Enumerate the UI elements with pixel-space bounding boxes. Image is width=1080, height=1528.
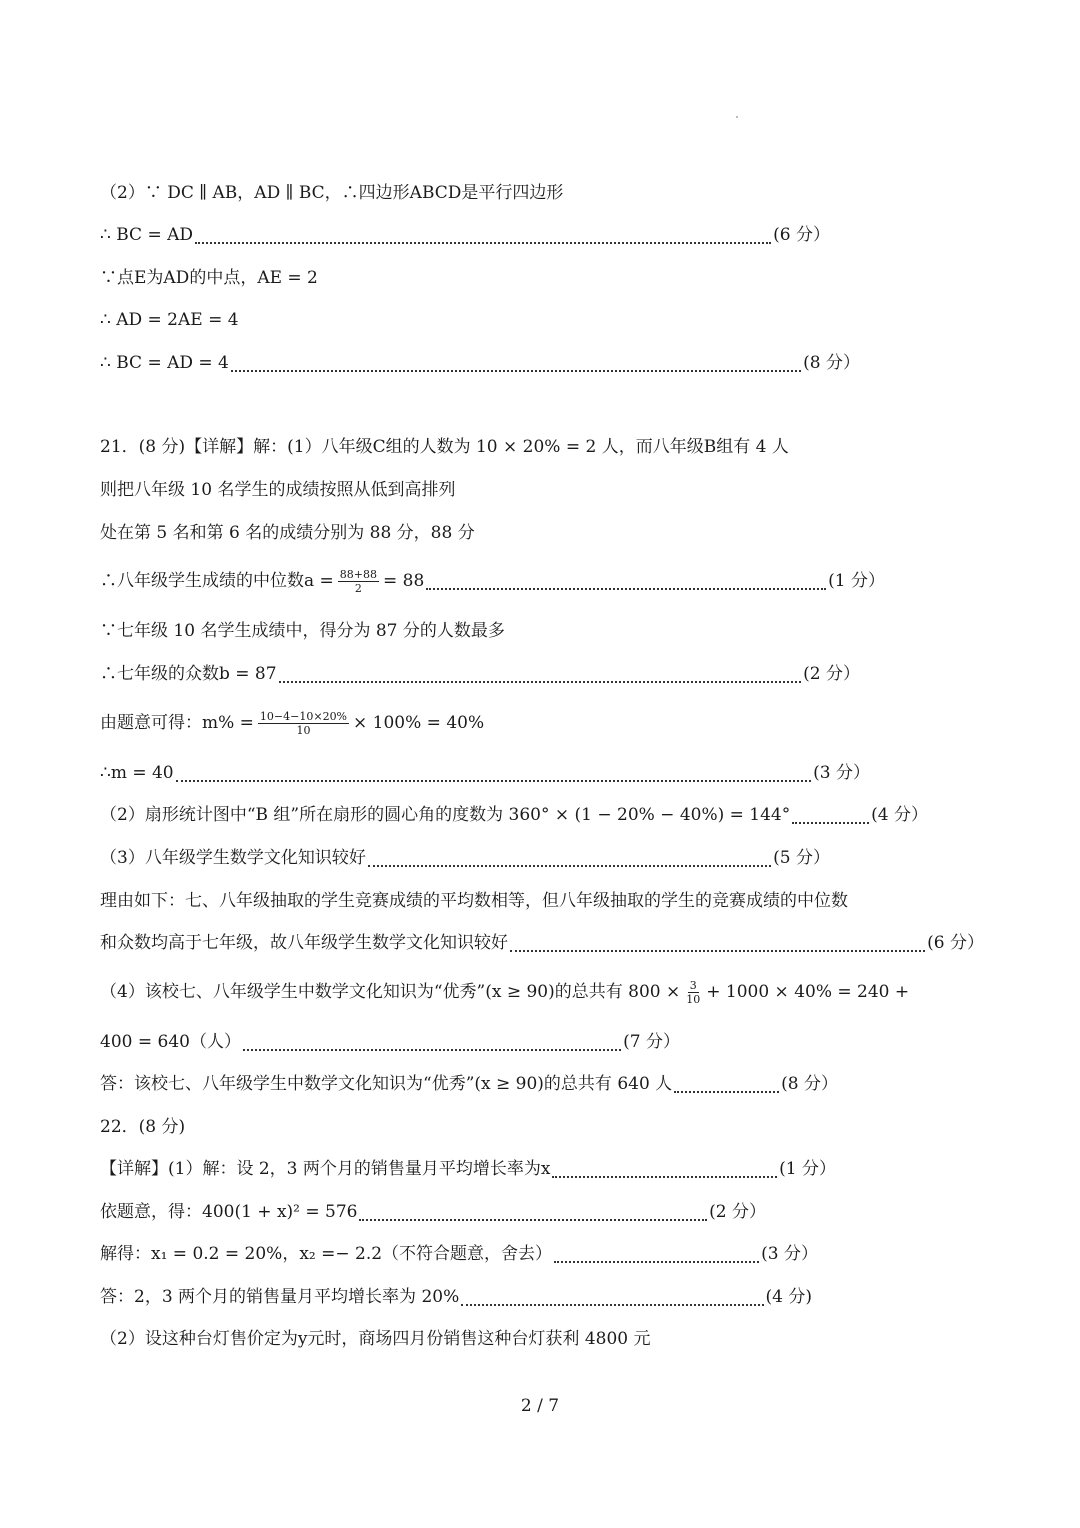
line-text: 答：该校七、八年级学生中数学文化知识为“优秀”(x ≥ 90)的总共有 640 人 bbox=[100, 1074, 673, 1094]
text-line bbox=[100, 759, 870, 787]
fraction-numerator: 3 bbox=[689, 978, 697, 992]
dot-leader bbox=[176, 779, 812, 782]
text-line bbox=[100, 306, 239, 334]
line-text: ∵点E为AD的中点，AE = 2 bbox=[100, 268, 318, 288]
text-line bbox=[100, 179, 563, 207]
text-line bbox=[100, 929, 984, 957]
line-text: （2）设这种台灯售价定为y元时，商场四月份销售这种台灯获利 4800 元 bbox=[100, 1329, 651, 1349]
line-text: 和众数均高于七年级，故八年级学生数学文化知识较好 bbox=[100, 933, 508, 953]
line-text: ∴ AD = 2AE = 4 bbox=[100, 310, 239, 330]
score-label: (3 分） bbox=[761, 1244, 818, 1264]
line-text: 依题意，得：400(1 + x)² = 576 bbox=[100, 1202, 358, 1222]
score-label: (2 分） bbox=[803, 664, 860, 684]
dot-leader bbox=[231, 369, 801, 372]
line-text: ∵七年级 10 名学生成绩中，得分为 87 分的人数最多 bbox=[100, 621, 505, 641]
dot-leader bbox=[674, 1090, 779, 1093]
text-line bbox=[100, 844, 830, 872]
text-line bbox=[100, 1113, 185, 1141]
line-text: ∴m = 40 bbox=[100, 763, 174, 783]
fraction-denominator: 10 bbox=[686, 992, 701, 1006]
line-text: 则把八年级 10 名学生的成绩按照从低到高排列 bbox=[100, 480, 456, 500]
dot-leader bbox=[279, 680, 802, 683]
text-line bbox=[100, 349, 860, 377]
line-text: 21．(8 分)【详解】解：(1）八年级C组的人数为 10 × 20% = 2 人，而八年级B组有 4 人 bbox=[100, 437, 789, 457]
score-label: (1 分） bbox=[828, 571, 885, 591]
text-line bbox=[100, 1240, 818, 1268]
line-text: 处在第 5 名和第 6 名的成绩分别为 88 分，88 分 bbox=[100, 523, 475, 543]
score-label: (6 分） bbox=[773, 225, 830, 245]
text-line bbox=[100, 978, 909, 1006]
text-line bbox=[100, 1155, 836, 1183]
line-text: 由题意可得：m% = bbox=[100, 713, 254, 733]
fraction bbox=[338, 568, 379, 595]
score-label: (3 分） bbox=[813, 763, 870, 783]
line-text-after: + 1000 × 40% = 240 + bbox=[706, 982, 910, 1002]
fraction-denominator: 2 bbox=[354, 581, 362, 595]
dot-leader bbox=[510, 949, 925, 952]
dot-leader bbox=[792, 821, 869, 824]
fraction bbox=[258, 710, 349, 737]
score-label: (1 分） bbox=[779, 1159, 836, 1179]
dot-leader bbox=[359, 1218, 707, 1221]
dot-leader bbox=[461, 1303, 763, 1306]
line-text: ∴八年级学生成绩的中位数a = bbox=[100, 571, 334, 591]
dot-leader bbox=[368, 864, 771, 867]
score-label: (7 分） bbox=[623, 1032, 680, 1052]
fraction-numerator: 10−4−10×20% bbox=[259, 709, 348, 723]
dot-leader bbox=[552, 1175, 777, 1178]
line-text: 22．(8 分) bbox=[100, 1117, 186, 1137]
line-text-after: × 100% = 40% bbox=[353, 713, 485, 733]
dot-leader bbox=[195, 241, 771, 244]
text-line bbox=[100, 660, 860, 688]
text-line bbox=[100, 221, 830, 249]
score-label: (6 分） bbox=[927, 933, 984, 953]
line-text: （3）八年级学生数学文化知识较好 bbox=[100, 848, 366, 868]
text-line bbox=[100, 433, 789, 461]
line-text: 解得：x₁ = 0.2 = 20%，x₂ =− 2.2（不符合题意，舍去） bbox=[100, 1244, 553, 1264]
scan-speck bbox=[736, 116, 738, 118]
score-label: (8 分） bbox=[781, 1074, 838, 1094]
text-line bbox=[100, 1198, 766, 1226]
line-text: 理由如下：七、八年级抽取的学生竞赛成绩的平均数相等，但八年级抽取的学生的竞赛成绩的中位数 bbox=[100, 891, 848, 911]
line-text: （2）扇形统计图中“B 组”所在扇形的圆心角的度数为 360° × (1 − 20% − 40%) = 144° bbox=[100, 805, 791, 825]
text-line bbox=[100, 887, 848, 915]
text-line bbox=[100, 1325, 651, 1353]
dot-leader bbox=[426, 587, 826, 590]
line-text: 【详解】(1）解：设 2，3 两个月的销售量月平均增长率为x bbox=[100, 1159, 551, 1179]
text-line bbox=[100, 567, 885, 595]
text-line bbox=[100, 519, 475, 547]
fraction-numerator: 88+88 bbox=[339, 567, 378, 581]
score-label: (4 分) bbox=[765, 1287, 812, 1307]
score-label: (2 分） bbox=[709, 1202, 766, 1222]
fraction-denominator: 10 bbox=[296, 723, 311, 737]
line-text: 400 = 640（人） bbox=[100, 1032, 241, 1052]
line-text: （4）该校七、八年级学生中数学文化知识为“优秀”(x ≥ 90)的总共有 800 × bbox=[100, 982, 681, 1002]
page-number: 2 / 7 bbox=[520, 1396, 560, 1416]
text-line bbox=[100, 801, 928, 829]
text-line bbox=[100, 1028, 680, 1056]
line-text: （2）∵ DC ∥ AB，AD ∥ BC，∴四边形ABCD是平行四边形 bbox=[100, 183, 564, 203]
score-label: (8 分） bbox=[803, 353, 860, 373]
line-text: ∴七年级的众数b = 87 bbox=[100, 664, 277, 684]
text-line bbox=[100, 1283, 812, 1311]
line-text: ∴ BC = AD bbox=[100, 225, 193, 245]
line-text-after: = 88 bbox=[383, 571, 425, 591]
text-line bbox=[100, 476, 455, 504]
text-line bbox=[100, 264, 318, 292]
score-label: (5 分） bbox=[773, 848, 830, 868]
line-text: ∴ BC = AD = 4 bbox=[100, 353, 229, 373]
dot-leader bbox=[243, 1048, 621, 1051]
text-line bbox=[100, 709, 484, 737]
line-text: 答：2，3 两个月的销售量月平均增长率为 20% bbox=[100, 1287, 460, 1307]
score-label: (4 分） bbox=[871, 805, 928, 825]
fraction bbox=[684, 979, 702, 1006]
dot-leader bbox=[554, 1260, 759, 1263]
text-line bbox=[100, 1070, 838, 1098]
text-line bbox=[100, 617, 505, 645]
